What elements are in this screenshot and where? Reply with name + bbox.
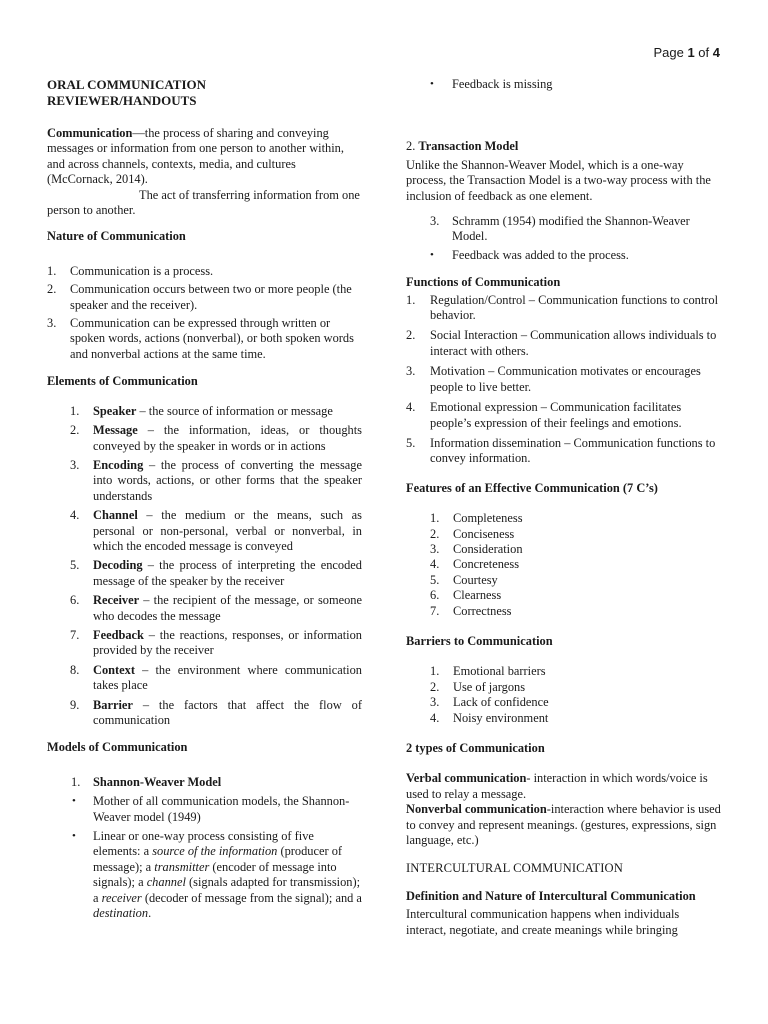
- intercultural-definition-heading: Definition and Nature of Intercultural Communication: [406, 888, 696, 903]
- list-item: • Linear or one-way process consisting of five elements: a source of the information (producer of message); a transmitter (encoder of message into signals); a channel (signals adapted for transmission); a receiver (decoder of message from the signal); and a destination.: [72, 829, 362, 921]
- barriers-heading: Barriers to Communication: [406, 633, 553, 648]
- list-item: 4. Concreteness: [430, 557, 520, 572]
- list-item: 5. Courtesy: [430, 572, 498, 587]
- list-item: 1. Speaker – the source of information or message: [70, 403, 333, 418]
- types-heading: 2 types of Communication: [406, 741, 545, 755]
- verbal-communication: Verbal communication- interaction in which words/voice is used to relay a message.: [406, 771, 708, 801]
- list-item: 1. Regulation/Control – Communication functions to control behavior.: [406, 292, 719, 323]
- model-1-bullets-continued: [406, 77, 722, 92]
- communication-definition-extra: The act of transferring information from one person to another.: [47, 187, 360, 218]
- list-item: 5. Decoding – the process of interpreting the encoded message of the speaker by the receiver: [70, 558, 362, 588]
- list-item: 2. Message – the information, ideas, or thoughts conveyed by the speaker in words or in actions: [70, 423, 362, 453]
- list-item: 2. Use of jargons: [430, 679, 526, 694]
- features-heading: Features of an Effective Communication (7 C’s): [406, 480, 658, 495]
- list-item: 3. Communication can be expressed through written or spoken words, actions (nonverbal), or both spoken words and nonverbal actions at the same time.: [47, 316, 354, 361]
- list-item: 3. Lack of confidence: [430, 695, 549, 710]
- models-heading: Models of Communication: [47, 740, 188, 755]
- document-title-line-1: ORAL COMMUNICATION: [47, 77, 207, 92]
- list-item: • Mother of all communication models, the Shannon-Weaver model (1949): [72, 794, 350, 824]
- communication-definition: Communication—the process of sharing and conveying messages or information from one person to another within, and across channels, contexts, media, and cultures (McCornack, 2014).: [47, 126, 344, 187]
- list-item: • Feedback was added to the process.: [430, 247, 629, 262]
- bullet-icon: •: [72, 830, 76, 843]
- list-item: 3. Motivation – Communication motivates or encourages people to live better.: [406, 364, 701, 394]
- list-item: • Feedback is missing: [430, 77, 553, 91]
- list-item: 9. Barrier – the factors that affect the flow of communication: [70, 697, 362, 727]
- transaction-description: Unlike the Shannon-Weaver Model, which is a one-way process, the Transaction Model is a two-way process with the inclusion of feedback as one element.: [406, 157, 711, 203]
- elements-heading: Elements of Communication: [47, 374, 198, 389]
- list-item: 6. Clearness: [430, 588, 502, 603]
- functions-heading: Functions of Communication: [406, 275, 561, 290]
- intercultural-definition-text: Intercultural communication happens when individuals interact, negotiate, and create meanings while bringing: [406, 907, 680, 937]
- list-item: 3. Encoding – the process of converting the message into words, actions, or other forms that the speaker understands: [70, 457, 362, 503]
- list-item: 2. Social Interaction – Communication allows individuals to interact with others.: [406, 328, 717, 358]
- document-title-line-2: REVIEWER/HANDOUTS: [47, 93, 197, 108]
- list-item: 7. Correctness: [430, 603, 512, 618]
- list-item: 8. Context – the environment where communication takes place: [70, 662, 362, 693]
- left-column: [47, 77, 362, 921]
- features-list: [406, 511, 722, 619]
- list-item: 1. Completeness: [430, 511, 523, 526]
- model-2-heading: 2. Transaction Model: [406, 139, 519, 154]
- bullet-icon: •: [430, 78, 434, 90]
- barriers-list: [406, 664, 722, 726]
- model-1-heading: 1. Shannon-Weaver Model: [71, 774, 222, 789]
- list-item: 1. Communication is a process.: [47, 263, 214, 278]
- nature-list: [47, 264, 362, 362]
- list-item: 3. Schramm (1954) modified the Shannon-Weaver Model.: [430, 214, 690, 244]
- list-item: 4. Noisy environment: [430, 710, 549, 725]
- list-item: 2. Conciseness: [430, 526, 515, 541]
- definition-term: Communication: [47, 126, 133, 140]
- right-column: [406, 77, 722, 938]
- model-1-bullets: [47, 794, 362, 921]
- bullet-icon: •: [430, 248, 434, 261]
- list-item: 7. Feedback – the reactions, responses, or information provided by the receiver: [70, 627, 362, 658]
- functions-list: [406, 293, 722, 467]
- model-3-list: [406, 214, 722, 263]
- intercultural-heading: INTERCULTURAL COMMUNICATION: [406, 861, 623, 876]
- list-item: 1. Emotional barriers: [430, 664, 546, 679]
- elements-list: [47, 404, 362, 729]
- list-item: 4. Emotional expression – Communication facilitates people’s expression of their feelings and emotions.: [406, 400, 682, 430]
- nonverbal-communication: Nonverbal communication-interaction where behavior is used to convey and represent meanings. (gestures, expressions, sign language, etc.): [406, 802, 721, 848]
- page-number: Page 1 of 4: [653, 45, 720, 60]
- list-item: 4. Channel – the medium or the means, such as personal or non-personal, verbal or nonverbal, in which the encoded message is conveyed: [70, 508, 362, 553]
- list-item: 6. Receiver – the recipient of the message, or someone who decodes the message: [70, 593, 362, 623]
- list-item: 2. Communication occurs between two or more people (the speaker and the receiver).: [47, 282, 352, 312]
- bullet-icon: •: [72, 795, 76, 808]
- list-item: 3. Consideration: [430, 541, 523, 556]
- list-item: 5. Information dissemination – Communication functions to convey information.: [406, 435, 716, 466]
- nature-heading: Nature of Communication: [47, 229, 186, 244]
